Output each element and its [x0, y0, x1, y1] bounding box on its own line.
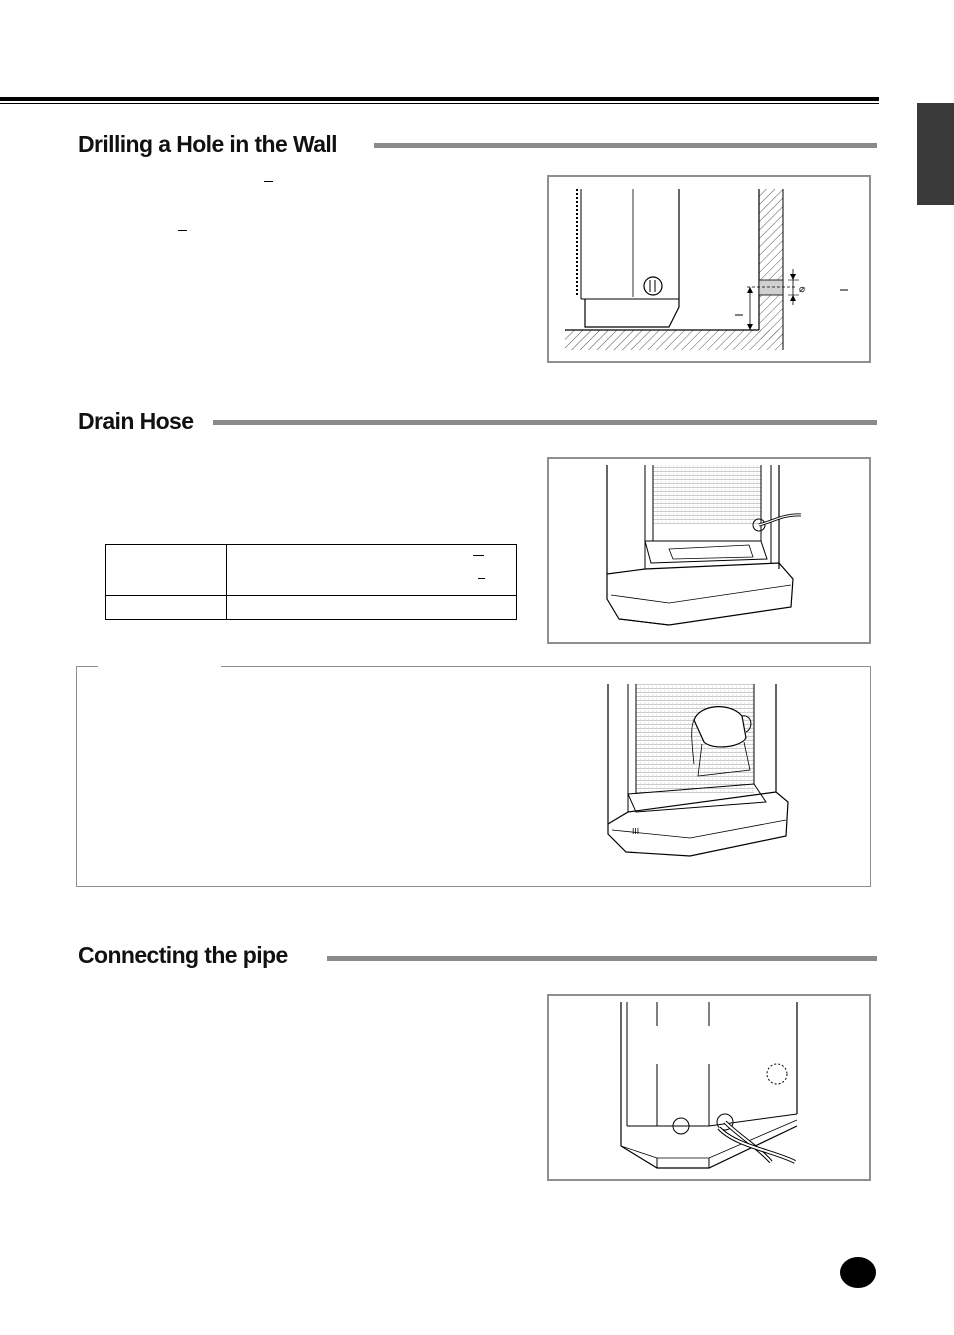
table-cell: [227, 596, 517, 620]
table-cell: [106, 545, 227, 596]
page-number: [840, 1257, 876, 1288]
text-mark: [478, 578, 485, 579]
table-row: [106, 545, 517, 596]
pipe-figure: [547, 994, 871, 1181]
water-pitcher-icon: [600, 684, 800, 874]
pipe-title-bar: [327, 956, 877, 961]
drain-title-bar: [213, 420, 877, 425]
text-mark: [473, 555, 484, 556]
chapter-tab: [917, 103, 954, 205]
pipe-section-title: Connecting the pipe: [78, 942, 288, 968]
drilling-title-bar: [374, 143, 877, 148]
note-box-label-gap: [98, 665, 221, 668]
drain-section-title: Drain Hose: [78, 408, 194, 434]
drain-figure: [547, 457, 871, 644]
header-rule: [0, 97, 879, 101]
drain-hose-unit-icon: [549, 459, 869, 642]
drain-spec-table: [105, 544, 517, 620]
drilling-section-title: Drilling a Hole in the Wall: [78, 131, 337, 157]
diameter-symbol: ⌀: [799, 284, 806, 295]
water-figure: [600, 684, 800, 874]
table-cell: [106, 596, 227, 620]
svg-text:III: III: [632, 827, 640, 836]
header-rule-thin: [0, 103, 879, 104]
wall-hole-diagram-icon: [549, 177, 869, 361]
pipe-connection-icon: [549, 996, 869, 1179]
table-row: [106, 596, 517, 620]
drill-figure: [547, 175, 871, 363]
table-cell: [227, 545, 517, 596]
text-mark: [178, 230, 187, 231]
text-mark: [264, 181, 273, 182]
